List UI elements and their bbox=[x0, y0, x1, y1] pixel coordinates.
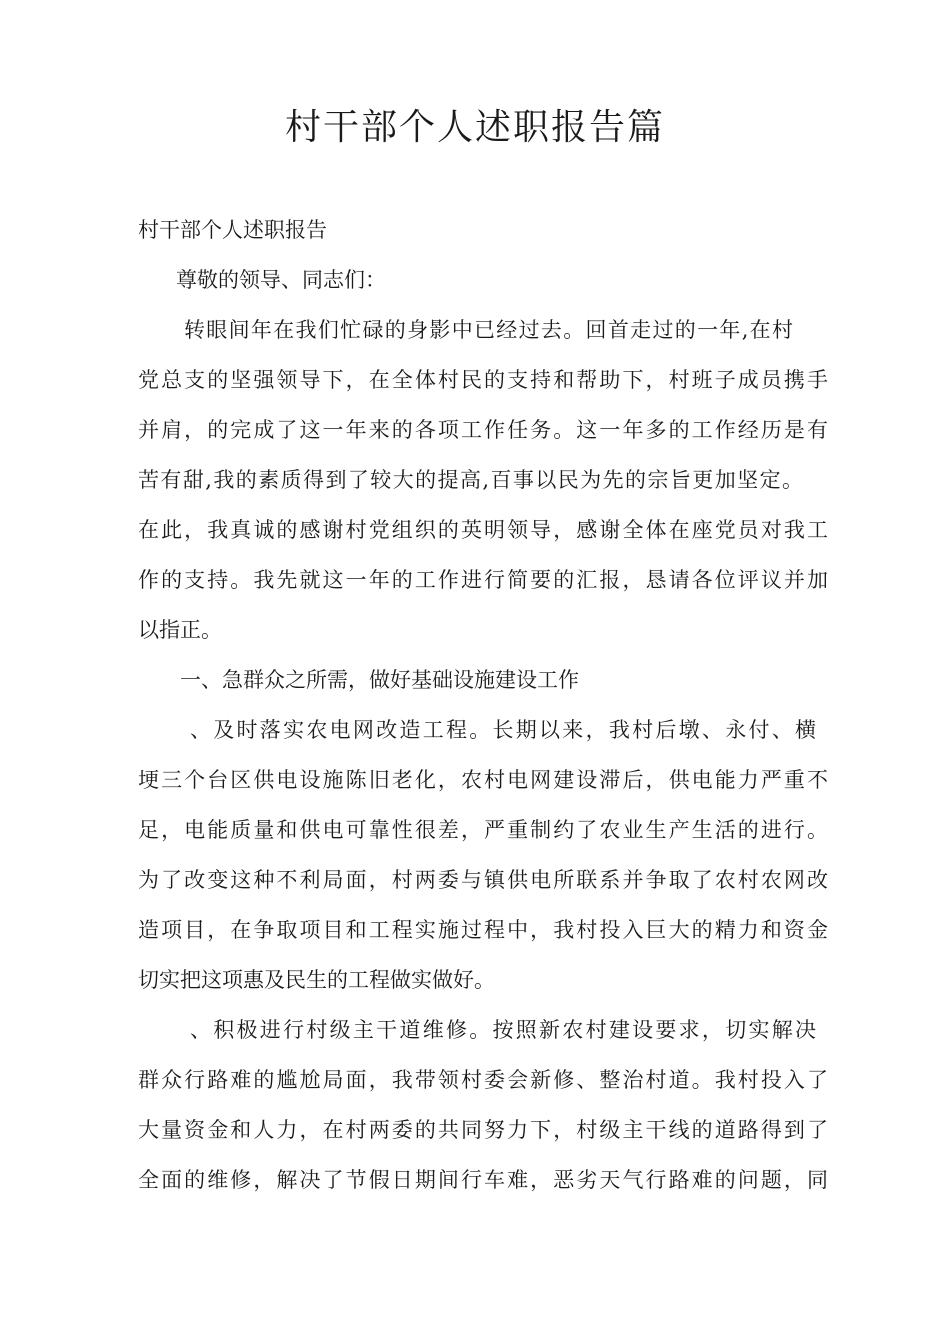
paragraph-line: 足，电能质量和供电可靠性很差，严重制约了农业生产生活的进行。 bbox=[138, 818, 828, 842]
paragraph-line: 转眼间年在我们忙碌的身影中已经过去。回首走过的一年,在村 bbox=[184, 318, 793, 342]
paragraph-line: 并肩，的完成了这一年来的各项工作任务。这一年多的工作经历是有 bbox=[138, 418, 828, 442]
paragraph-line: 苦有甜,我的素质得到了较大的提高,百事以民为先的宗旨更加坚定。 bbox=[138, 468, 803, 492]
paragraph-line: 党总支的坚强领导下，在全体村民的支持和帮助下，村班子成员携手 bbox=[138, 368, 828, 392]
paragraph-line: 在此，我真诚的感谢村党组织的英明领导，感谢全体在座党员对我工 bbox=[138, 518, 828, 542]
paragraph-line: 全面的维修，解决了节假日期间行车难，恶劣天气行路难的问题，同 bbox=[138, 1168, 828, 1192]
paragraph-line: 、及时落实农电网改造工程。长期以来，我村后墩、永付、横 bbox=[190, 718, 816, 742]
paragraph-line: 为了改变这种不利局面，村两委与镇供电所联系并争取了农村农网改 bbox=[138, 868, 828, 892]
paragraph-line: 切实把这项惠及民生的工程做实做好。 bbox=[138, 968, 495, 992]
paragraph-line: 造项目，在争取项目和工程实施过程中，我村投入巨大的精力和资金 bbox=[138, 918, 828, 942]
section-heading: 一、急群众之所需，做好基础设施建设工作 bbox=[180, 668, 579, 692]
paragraph-line: 大量资金和人力，在村两委的共同努力下，村级主干线的道路得到了 bbox=[138, 1118, 828, 1142]
paragraph-line: 群众行路难的尴尬局面，我带领村委会新修、整治村道。我村投入了 bbox=[138, 1068, 828, 1092]
salutation: 尊敬的领导、同志们： bbox=[176, 268, 386, 292]
document-title: 村干部个人述职报告篇 bbox=[284, 107, 665, 148]
paragraph-line: 、积极进行村级主干道维修。按照新农村建设要求，切实解决 bbox=[190, 1018, 816, 1042]
paragraph-line: 以指正。 bbox=[138, 618, 222, 642]
paragraph-line: 作的支持。我先就这一年的工作进行简要的汇报，恳请各位评议并加 bbox=[138, 568, 828, 592]
document-subtitle: 村干部个人述职报告 bbox=[138, 218, 327, 242]
paragraph-line: 埂三个台区供电设施陈旧老化，农村电网建设滞后，供电能力严重不 bbox=[138, 768, 828, 792]
